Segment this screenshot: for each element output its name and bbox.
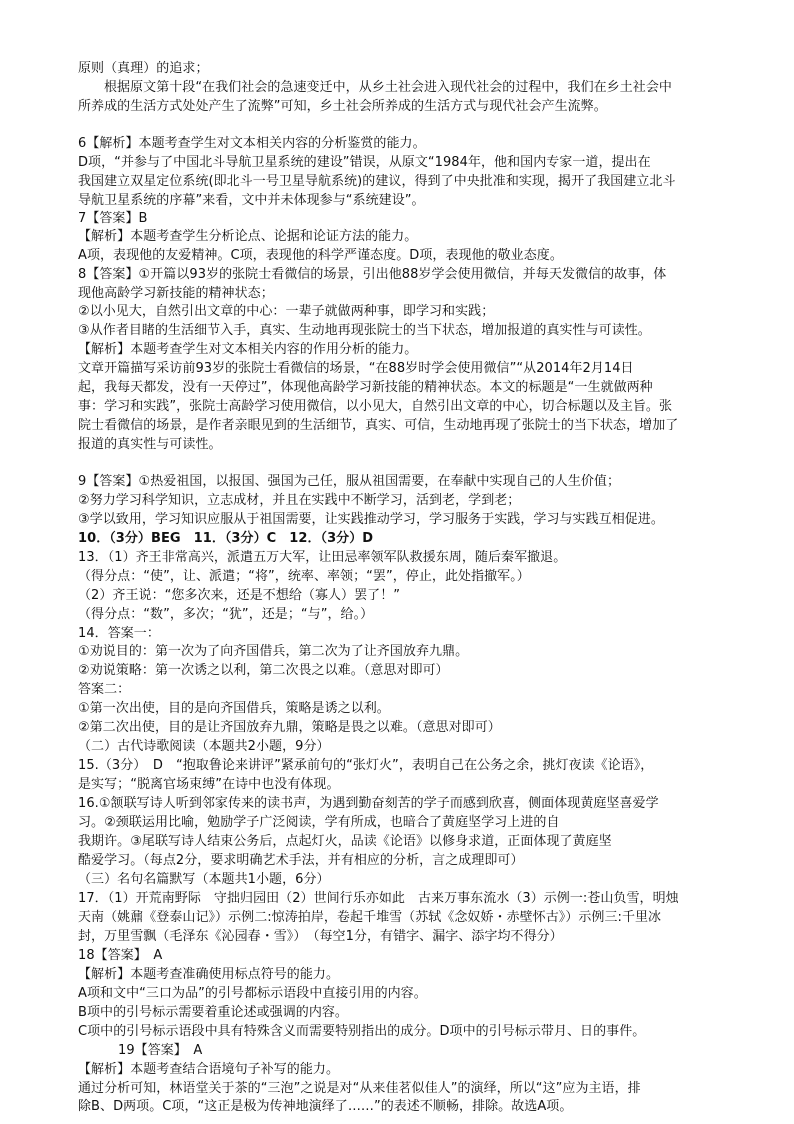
text-line: 除B、D两项。C项，“这正是极为传神地演绎了……”的表述不顺畅，排除。故选A项。	[78, 1099, 573, 1114]
text-line: 我国建立双星定位系统(即北斗一号卫星导航系统)的建议，得到了中央批准和实现，揭开了我国建立北斗	[78, 174, 676, 189]
text-line: ①第一次出使，目的是向齐国借兵，策略是诱之以利。	[78, 701, 390, 716]
answers-10-12: 10．（3分）BEG 11．（3分）C 12．（3分）D	[78, 531, 374, 546]
text-line: ③从作者目睹的生活细节入手，真实、生动地再现张院士的当下状态，增加报道的真实性与可读性。	[78, 323, 651, 338]
text-line: 事：学习和实践”，张院士高龄学习使用微信，以小见大，自然引出文章的中心，切合标题以及主旨。张	[78, 399, 673, 414]
text-line: 我期许。③尾联写诗人结束公务后，点起灯火，品读《论语》以修身求道，正面体现了黄庭坚	[78, 834, 612, 849]
text-line: ①劝说目的：第一次为了向齐国借兵，第二次为了让齐国放弃九鼎。	[78, 644, 469, 659]
text-line: 【解析】本题考查结合语境句子补写的能力。	[78, 1062, 340, 1077]
text-line: 原则（真理）的追求；	[78, 61, 209, 76]
answer-15: 15.（3分） D “抱取鲁论来讲评”紧承前句的“张灯火”，表明自己在公务之余，挑灯夜读《论语》，	[78, 758, 654, 773]
text-line: （2）齐王说：“您多次来，还是不想给（寡人）罢了！”	[78, 588, 401, 603]
answer-9: 9【答案】①热爱祖国，以报国、强国为己任，服从祖国需要，在奉献中实现自己的人生价值；	[78, 474, 621, 489]
text-line: 天南（姚鼐《登泰山记》）示例二:惊涛拍岸，卷起千堆雪（苏轼《念奴娇・赤壁怀古》）示例三:千里冰	[78, 910, 662, 925]
answer-13: 13．（1）齐王非常高兴，派遣五万大军，让田忌率领军队救援东周，随后秦军撤退。	[78, 550, 567, 565]
section-heading-poetry: （二）古代诗歌阅读（本题共2小题，9分）	[78, 739, 330, 754]
answer-8: 8【答案】①开篇以93岁的张院士看微信的场景，引出他88岁学会使用微信，并每天发微信的故事，体	[78, 267, 667, 282]
answer-6-analysis: 6【解析】本题考查学生对文本相关内容的分析鉴赏的能力。	[78, 136, 426, 151]
text-line: （得分点：“使”，让、派遣；“将”，统率、率领；“罢”，停止，此处指撤军。）	[78, 569, 530, 584]
text-line: 现他高龄学习新技能的精神状态；	[78, 286, 274, 301]
text-line: A项和文中“三口为品”的引号都标示语段中直接引用的内容。	[78, 986, 427, 1001]
text-line: （得分点：“数”，多次；“犹”，还是；“与”，给。）	[78, 607, 374, 622]
text-line: 是实写；“脱离官场束缚”在诗中也没有体现。	[78, 777, 340, 792]
text-line: 导航卫星系统的序幕”来看，文中并未体现参与“系统建设”。	[78, 193, 425, 208]
text-line: 根据原文第十段“在我们社会的急速变迁中，从乡土社会进入现代社会的过程中，我们在乡土社会中	[104, 80, 672, 95]
answer-17: 17．（1）开荒南野际 守拙归园田（2）世间行乐亦如此 古来万事东流水（3）示例一:苍山负雪，明烛	[78, 891, 679, 906]
text-line: ②第二次出使，目的是让齐国放弃九鼎，策略是畏之以难。（意思对即可）	[78, 720, 501, 735]
text-line: ③学以致用，学习知识应服从于祖国需要，让实践推动学习，学习服务于实践，学习与实践互相促进。	[78, 512, 664, 527]
text-line: B项中的引号标示需要着重论述或强调的内容。	[78, 1005, 348, 1020]
answer-7: 7【答案】B	[78, 211, 148, 226]
text-line: 起，我每天都发，没有一天停过”，体现他高龄学习新技能的精神状态。本文的标题是“一生就做两种	[78, 380, 653, 395]
text-line: C项中的引号标示语段中具有特殊含义而需要特别指出的成分。D项中的引号标示带月、日的事件。	[78, 1024, 646, 1039]
text-line: 报道的真实性与可读性。	[78, 437, 222, 452]
text-line: 【解析】本题考查准确使用标点符号的能力。	[78, 967, 340, 982]
text-line: A项，表现他的友爱精神。C项，表现他的科学严谨态度。D项，表现他的敬业态度。	[78, 248, 563, 263]
text-line: 习。②颈联运用比喻，勉励学子广泛阅读，学有所成，也暗合了黄庭坚学习上进的自	[78, 815, 560, 830]
text-line: 【解析】本题考查学生分析论点、论据和论证方法的能力。	[78, 229, 418, 244]
text-line: 所养成的生活方式处处产生了流弊”可知，乡土社会所养成的生活方式与现代社会产生流弊。	[78, 99, 607, 114]
text-line: 答案二：	[78, 682, 131, 697]
text-line: 通过分析可知，林语堂关于茶的“三泡”之说是对“从来佳茗似佳人”的演绎，所以“这”应为主语，排	[78, 1081, 641, 1096]
answer-18: 18【答案】 A	[78, 948, 163, 963]
text-line: 酷爱学习。（每点2分，要求明确艺术手法，并有相应的分析，言之成理即可）	[78, 853, 524, 868]
text-line: 封，万里雪飘（毛泽东《沁园春・雪》） （每空1分，有错字、漏字、添字均不得分）	[78, 929, 563, 944]
answer-19: 19【答案】 A	[118, 1043, 203, 1058]
text-line: ②努力学习科学知识，立志成材，并且在实践中不断学习，活到老，学到老；	[78, 493, 521, 508]
text-line: 院士看微信的场景，是作者亲眼见到的生活细节，真实、可信，生动地再现了张院士的当下状态，增加了	[78, 418, 679, 433]
text-line: 【解析】本题考查学生对文本相关内容的作用分析的能力。	[78, 342, 418, 357]
section-heading-dictation: （三）名句名篇默写（本题共1小题，6分）	[78, 872, 330, 887]
text-line: ②以小见大，自然引出文章的中心：一辈子就做两种事，即学习和实践；	[78, 304, 495, 319]
text-line: 文章开篇描写采访前93岁的张院士看微信的场景，“在88岁时学会使用微信”“从2014年2月14日	[78, 361, 634, 376]
text-line: D项，“并参与了中国北斗导航卫星系统的建设”错误，从原文“1984年，他和国内专家一道，提出在	[78, 155, 651, 170]
text-line: ②劝说策略：第一次诱之以利，第二次畏之以难。（意思对即可）	[78, 663, 449, 678]
answer-14: 14．答案一：	[78, 626, 160, 641]
answer-16: 16.①颔联写诗人听到邻家传来的读书声，为遇到勤奋刻苦的学子而感到欣喜，侧面体现黄庭坚喜爱学	[78, 796, 659, 811]
